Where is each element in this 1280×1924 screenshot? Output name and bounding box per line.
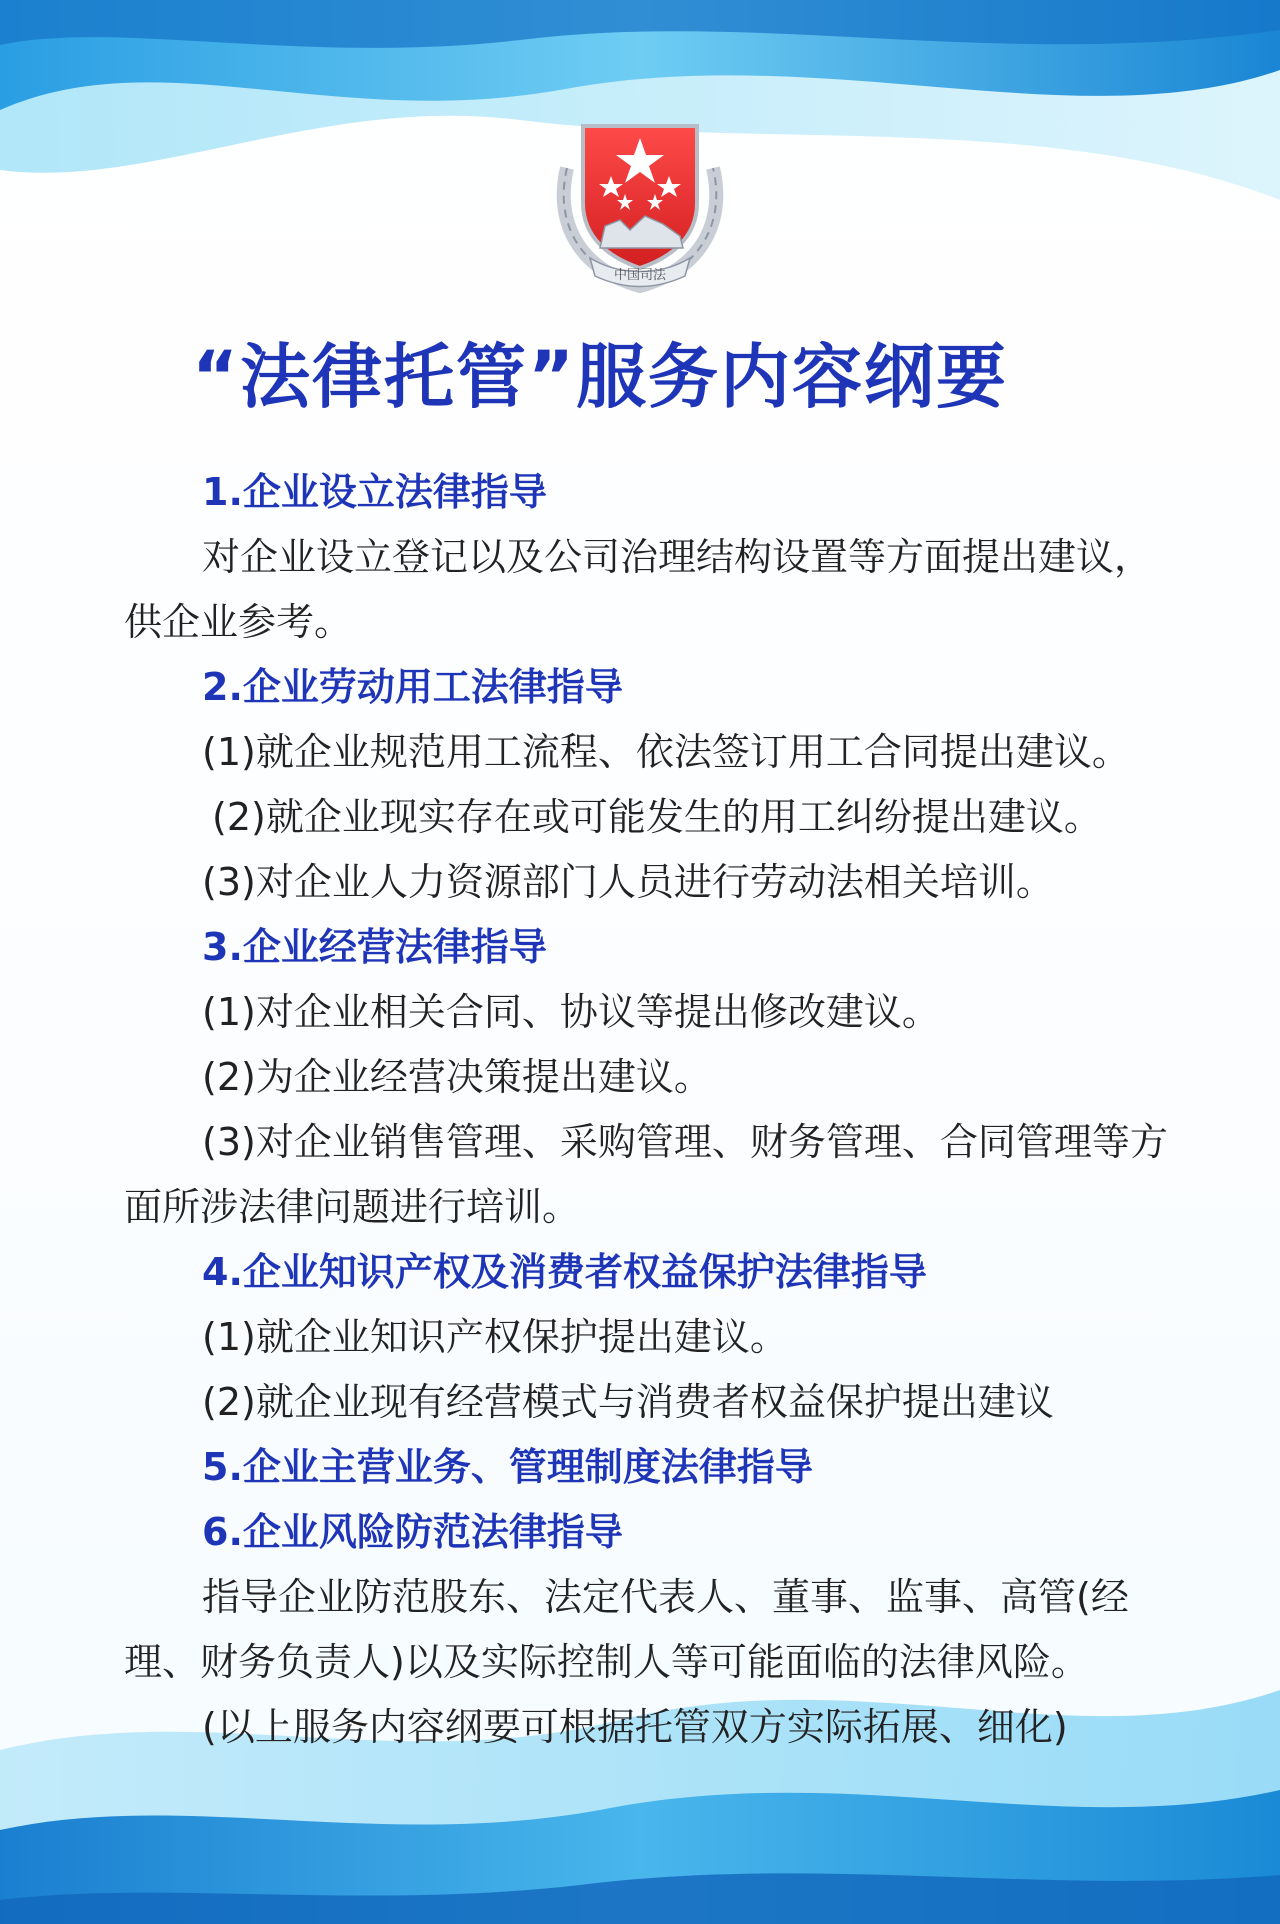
section-4-item-1: (1)就企业知识产权保护提出建议。 [202,1315,788,1359]
section-text-6: 指导企业防范股东、法定代表人、董事、监事、高管(经理、财务负责人)以及实际控制人等可能面临的法律风险。 [124,1575,1129,1684]
section-text-1: 对企业设立登记以及公司治理结构设置等方面提出建议，供企业参考。 [124,535,1153,644]
section-3-item-2: (2)为企业经营决策提出建议。 [202,1055,712,1099]
china-justice-emblem-icon [545,108,735,298]
section-heading-1: 1.企业设立法律指导 [202,470,547,514]
page-title: “法律托管”服务内容纲要 [191,336,1008,418]
section-heading-6: 6.企业风险防范法律指导 [202,1510,623,1554]
section-heading-2: 2.企业劳动用工法律指导 [202,665,623,709]
section-2-item-1: (1)就企业规范用工流程、依法签订用工合同提出建议。 [202,730,1130,774]
section-2-item-2: (2)就企业现实存在或可能发生的用工纠纷提出建议。 [212,795,1102,839]
section-4-item-2: (2)就企业现有经营模式与消费者权益保护提出建议 [202,1380,1054,1424]
section-heading-5: 5.企业主营业务、管理制度法律指导 [202,1445,813,1489]
section-heading-4: 4.企业知识产权及消费者权益保护法律指导 [202,1250,927,1294]
section-2-item-3: (3)对企业人力资源部门人员进行劳动法相关培训。 [202,860,1054,904]
section-3-item-1: (1)对企业相关合同、协议等提出修改建议。 [202,990,940,1034]
section-3-item-3: (3)对企业销售管理、采购管理、财务管理、合同管理等方面所涉法律问题进行培训。 [124,1120,1168,1229]
section-heading-3: 3.企业经营法律指导 [202,925,547,969]
content-body [124,460,1174,1760]
footnote: (以上服务内容纲要可根据托管双方实际拓展、细化) [202,1705,1068,1749]
emblem-text: 中国司法 [613,268,667,283]
